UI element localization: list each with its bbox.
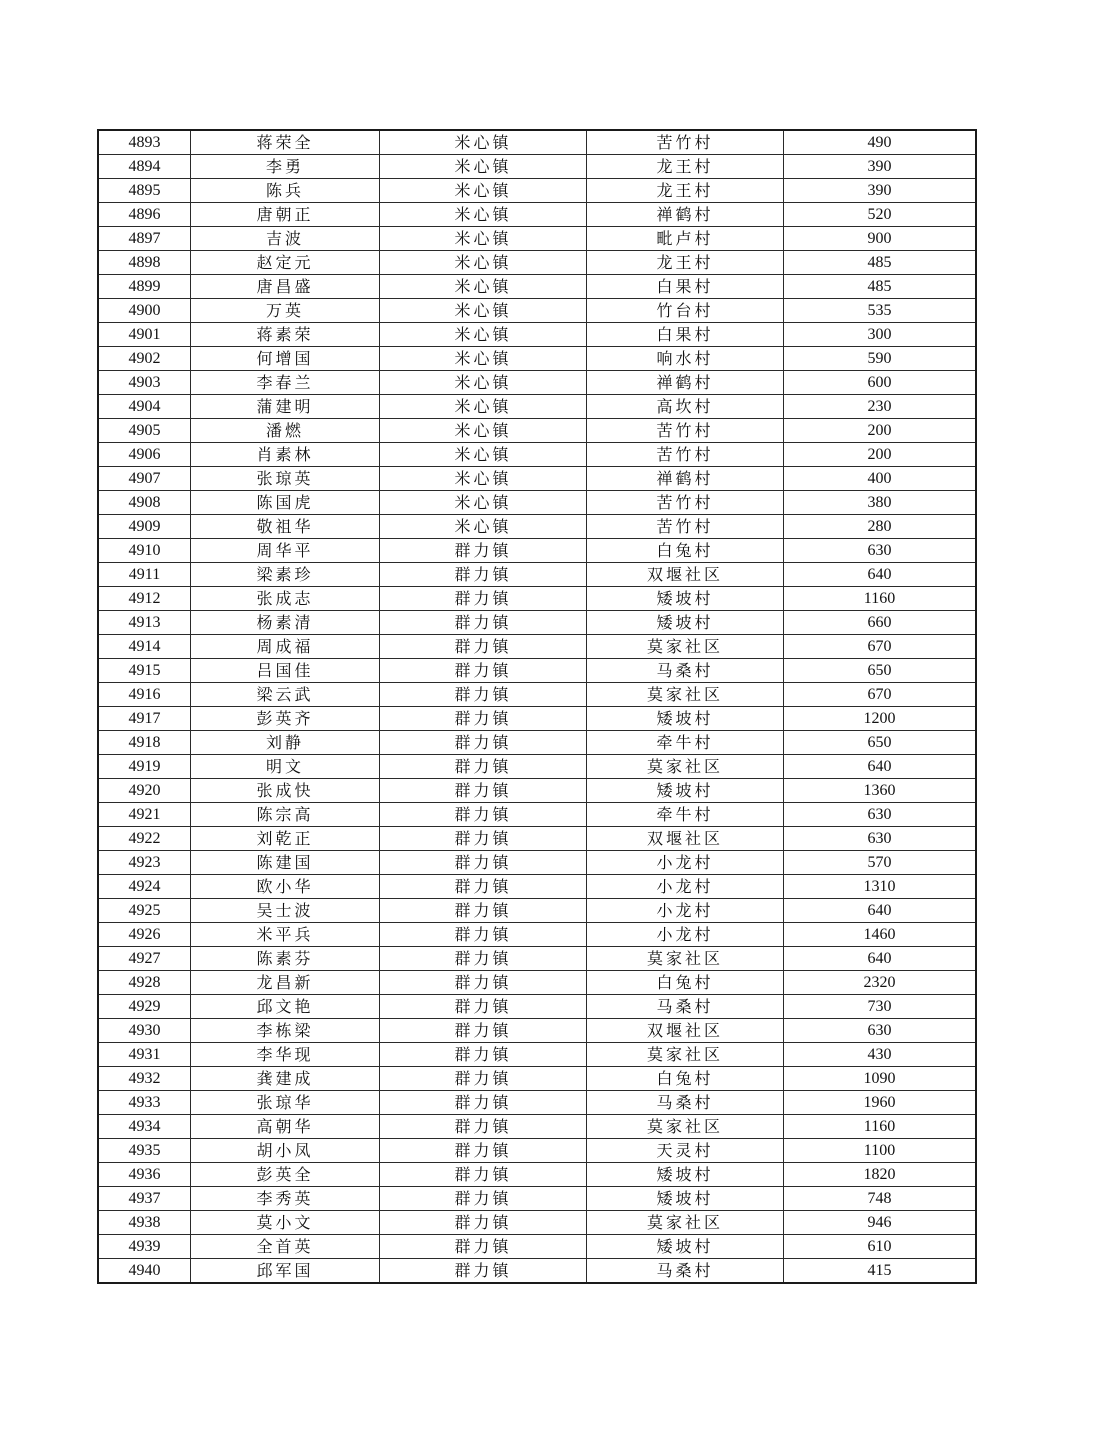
town-cell: 米心镇 — [380, 227, 587, 251]
amount-cell: 1460 — [784, 923, 977, 947]
row-number-cell: 4902 — [98, 347, 191, 371]
amount-cell: 535 — [784, 299, 977, 323]
village-cell: 苦竹村 — [587, 130, 784, 155]
name-cell: 邱文艳 — [191, 995, 380, 1019]
village-cell: 苦竹村 — [587, 443, 784, 467]
village-cell: 白果村 — [587, 323, 784, 347]
table-row — [98, 707, 976, 731]
name-cell: 敬祖华 — [191, 515, 380, 539]
amount-cell: 630 — [784, 1019, 977, 1043]
name-cell: 万英 — [191, 299, 380, 323]
table-row — [98, 539, 976, 563]
row-number-cell: 4925 — [98, 899, 191, 923]
table-row — [98, 899, 976, 923]
village-cell: 禅鹤村 — [587, 467, 784, 491]
village-cell: 马桑村 — [587, 659, 784, 683]
village-cell: 莫家社区 — [587, 635, 784, 659]
amount-cell: 1310 — [784, 875, 977, 899]
amount-cell: 300 — [784, 323, 977, 347]
amount-cell: 380 — [784, 491, 977, 515]
name-cell: 周华平 — [191, 539, 380, 563]
town-cell: 群力镇 — [380, 1067, 587, 1091]
table-row — [98, 323, 976, 347]
table-row — [98, 275, 976, 299]
table-row — [98, 130, 976, 155]
name-cell: 何增国 — [191, 347, 380, 371]
table-row — [98, 923, 976, 947]
amount-cell: 230 — [784, 395, 977, 419]
row-number-cell: 4924 — [98, 875, 191, 899]
village-cell: 小龙村 — [587, 899, 784, 923]
amount-cell: 590 — [784, 347, 977, 371]
town-cell: 群力镇 — [380, 683, 587, 707]
table-row — [98, 1211, 976, 1235]
row-number-cell: 4911 — [98, 563, 191, 587]
village-cell: 禅鹤村 — [587, 203, 784, 227]
row-number-cell: 4910 — [98, 539, 191, 563]
row-number-cell: 4926 — [98, 923, 191, 947]
town-cell: 米心镇 — [380, 203, 587, 227]
name-cell: 刘乾正 — [191, 827, 380, 851]
amount-cell: 946 — [784, 1211, 977, 1235]
amount-cell: 640 — [784, 947, 977, 971]
table-row — [98, 635, 976, 659]
town-cell: 群力镇 — [380, 779, 587, 803]
amount-cell: 748 — [784, 1187, 977, 1211]
table-row — [98, 947, 976, 971]
town-cell: 米心镇 — [380, 419, 587, 443]
town-cell: 群力镇 — [380, 1235, 587, 1259]
village-cell: 莫家社区 — [587, 1115, 784, 1139]
village-cell: 白兔村 — [587, 971, 784, 995]
name-cell: 李秀英 — [191, 1187, 380, 1211]
table-row — [98, 563, 976, 587]
name-cell: 龚建成 — [191, 1067, 380, 1091]
name-cell: 陈建国 — [191, 851, 380, 875]
table-row — [98, 1043, 976, 1067]
row-number-cell: 4939 — [98, 1235, 191, 1259]
name-cell: 全首英 — [191, 1235, 380, 1259]
name-cell: 吕国佳 — [191, 659, 380, 683]
amount-cell: 390 — [784, 155, 977, 179]
row-number-cell: 4900 — [98, 299, 191, 323]
amount-cell: 2320 — [784, 971, 977, 995]
table-row — [98, 755, 976, 779]
table-row — [98, 395, 976, 419]
row-number-cell: 4917 — [98, 707, 191, 731]
town-cell: 群力镇 — [380, 851, 587, 875]
row-number-cell: 4908 — [98, 491, 191, 515]
town-cell: 群力镇 — [380, 827, 587, 851]
name-cell: 明文 — [191, 755, 380, 779]
name-cell: 潘燃 — [191, 419, 380, 443]
table-row — [98, 1019, 976, 1043]
table-row — [98, 683, 976, 707]
village-cell: 龙王村 — [587, 179, 784, 203]
village-cell: 禅鹤村 — [587, 371, 784, 395]
village-cell: 牵牛村 — [587, 803, 784, 827]
amount-cell: 485 — [784, 275, 977, 299]
village-cell: 牵牛村 — [587, 731, 784, 755]
table-row — [98, 1067, 976, 1091]
town-cell: 群力镇 — [380, 563, 587, 587]
row-number-cell: 4928 — [98, 971, 191, 995]
name-cell: 梁素珍 — [191, 563, 380, 587]
name-cell: 彭英全 — [191, 1163, 380, 1187]
name-cell: 张成快 — [191, 779, 380, 803]
town-cell: 米心镇 — [380, 443, 587, 467]
row-number-cell: 4899 — [98, 275, 191, 299]
village-cell: 小龙村 — [587, 851, 784, 875]
table-row — [98, 443, 976, 467]
town-cell: 群力镇 — [380, 923, 587, 947]
row-number-cell: 4912 — [98, 587, 191, 611]
town-cell: 群力镇 — [380, 971, 587, 995]
amount-cell: 490 — [784, 130, 977, 155]
town-cell: 群力镇 — [380, 1163, 587, 1187]
name-cell: 李华现 — [191, 1043, 380, 1067]
name-cell: 李栋梁 — [191, 1019, 380, 1043]
row-number-cell: 4933 — [98, 1091, 191, 1115]
village-cell: 天灵村 — [587, 1139, 784, 1163]
row-number-cell: 4904 — [98, 395, 191, 419]
town-cell: 米心镇 — [380, 395, 587, 419]
table-row — [98, 227, 976, 251]
village-cell: 白兔村 — [587, 1067, 784, 1091]
village-cell: 白果村 — [587, 275, 784, 299]
amount-cell: 630 — [784, 827, 977, 851]
town-cell: 群力镇 — [380, 707, 587, 731]
table-row — [98, 875, 976, 899]
town-cell: 群力镇 — [380, 587, 587, 611]
village-cell: 毗卢村 — [587, 227, 784, 251]
town-cell: 米心镇 — [380, 299, 587, 323]
town-cell: 米心镇 — [380, 491, 587, 515]
town-cell: 群力镇 — [380, 899, 587, 923]
village-cell: 马桑村 — [587, 995, 784, 1019]
name-cell: 陈素芬 — [191, 947, 380, 971]
town-cell: 米心镇 — [380, 130, 587, 155]
amount-cell: 630 — [784, 539, 977, 563]
name-cell: 米平兵 — [191, 923, 380, 947]
town-cell: 群力镇 — [380, 731, 587, 755]
roster-table — [97, 129, 977, 1284]
village-cell: 苦竹村 — [587, 419, 784, 443]
table-row — [98, 1187, 976, 1211]
name-cell: 陈兵 — [191, 179, 380, 203]
village-cell: 白兔村 — [587, 539, 784, 563]
name-cell: 蒲建明 — [191, 395, 380, 419]
village-cell: 莫家社区 — [587, 755, 784, 779]
row-number-cell: 4895 — [98, 179, 191, 203]
amount-cell: 1160 — [784, 587, 977, 611]
row-number-cell: 4918 — [98, 731, 191, 755]
table-row — [98, 515, 976, 539]
table-row — [98, 155, 976, 179]
name-cell: 吴士波 — [191, 899, 380, 923]
village-cell: 矮坡村 — [587, 1187, 784, 1211]
town-cell: 群力镇 — [380, 1187, 587, 1211]
row-number-cell: 4919 — [98, 755, 191, 779]
name-cell: 莫小文 — [191, 1211, 380, 1235]
town-cell: 米心镇 — [380, 323, 587, 347]
row-number-cell: 4937 — [98, 1187, 191, 1211]
row-number-cell: 4897 — [98, 227, 191, 251]
table-row — [98, 803, 976, 827]
village-cell: 小龙村 — [587, 923, 784, 947]
row-number-cell: 4921 — [98, 803, 191, 827]
row-number-cell: 4936 — [98, 1163, 191, 1187]
town-cell: 群力镇 — [380, 659, 587, 683]
row-number-cell: 4906 — [98, 443, 191, 467]
village-cell: 莫家社区 — [587, 1211, 784, 1235]
village-cell: 双堰社区 — [587, 563, 784, 587]
village-cell: 矮坡村 — [587, 587, 784, 611]
amount-cell: 200 — [784, 419, 977, 443]
row-number-cell: 4893 — [98, 130, 191, 155]
row-number-cell: 4903 — [98, 371, 191, 395]
row-number-cell: 4922 — [98, 827, 191, 851]
row-number-cell: 4920 — [98, 779, 191, 803]
town-cell: 米心镇 — [380, 371, 587, 395]
amount-cell: 570 — [784, 851, 977, 875]
table-row — [98, 179, 976, 203]
table-row — [98, 851, 976, 875]
name-cell: 张琼英 — [191, 467, 380, 491]
row-number-cell: 4932 — [98, 1067, 191, 1091]
amount-cell: 670 — [784, 635, 977, 659]
village-cell: 高坎村 — [587, 395, 784, 419]
name-cell: 陈国虎 — [191, 491, 380, 515]
town-cell: 群力镇 — [380, 539, 587, 563]
amount-cell: 670 — [784, 683, 977, 707]
name-cell: 欧小华 — [191, 875, 380, 899]
table-row — [98, 995, 976, 1019]
amount-cell: 610 — [784, 1235, 977, 1259]
amount-cell: 1200 — [784, 707, 977, 731]
amount-cell: 640 — [784, 563, 977, 587]
table-row — [98, 347, 976, 371]
town-cell: 群力镇 — [380, 1019, 587, 1043]
village-cell: 马桑村 — [587, 1259, 784, 1284]
amount-cell: 280 — [784, 515, 977, 539]
table-row — [98, 1163, 976, 1187]
table-row — [98, 299, 976, 323]
amount-cell: 640 — [784, 755, 977, 779]
table-row — [98, 587, 976, 611]
amount-cell: 650 — [784, 659, 977, 683]
town-cell: 群力镇 — [380, 635, 587, 659]
name-cell: 李勇 — [191, 155, 380, 179]
town-cell: 群力镇 — [380, 995, 587, 1019]
name-cell: 高朝华 — [191, 1115, 380, 1139]
town-cell: 群力镇 — [380, 1043, 587, 1067]
amount-cell: 730 — [784, 995, 977, 1019]
village-cell: 莫家社区 — [587, 683, 784, 707]
town-cell: 米心镇 — [380, 515, 587, 539]
amount-cell: 650 — [784, 731, 977, 755]
amount-cell: 1960 — [784, 1091, 977, 1115]
table-row — [98, 827, 976, 851]
table-row — [98, 203, 976, 227]
row-number-cell: 4915 — [98, 659, 191, 683]
row-number-cell: 4907 — [98, 467, 191, 491]
amount-cell: 1100 — [784, 1139, 977, 1163]
table-row — [98, 731, 976, 755]
name-cell: 胡小凤 — [191, 1139, 380, 1163]
table-row — [98, 1235, 976, 1259]
village-cell: 龙王村 — [587, 251, 784, 275]
amount-cell: 485 — [784, 251, 977, 275]
row-number-cell: 4894 — [98, 155, 191, 179]
row-number-cell: 4914 — [98, 635, 191, 659]
town-cell: 群力镇 — [380, 803, 587, 827]
table-row — [98, 779, 976, 803]
name-cell: 龙昌新 — [191, 971, 380, 995]
table-row — [98, 1091, 976, 1115]
row-number-cell: 4930 — [98, 1019, 191, 1043]
table-row — [98, 611, 976, 635]
amount-cell: 1820 — [784, 1163, 977, 1187]
village-cell: 矮坡村 — [587, 779, 784, 803]
town-cell: 群力镇 — [380, 1139, 587, 1163]
row-number-cell: 4923 — [98, 851, 191, 875]
village-cell: 矮坡村 — [587, 611, 784, 635]
table-row — [98, 1139, 976, 1163]
amount-cell: 400 — [784, 467, 977, 491]
town-cell: 米心镇 — [380, 155, 587, 179]
table-row — [98, 971, 976, 995]
village-cell: 莫家社区 — [587, 1043, 784, 1067]
table-row — [98, 251, 976, 275]
name-cell: 陈宗高 — [191, 803, 380, 827]
amount-cell: 520 — [784, 203, 977, 227]
table-row — [98, 467, 976, 491]
name-cell: 蒋荣全 — [191, 130, 380, 155]
name-cell: 杨素清 — [191, 611, 380, 635]
row-number-cell: 4927 — [98, 947, 191, 971]
roster-table-body — [98, 130, 976, 1283]
village-cell: 莫家社区 — [587, 947, 784, 971]
town-cell: 群力镇 — [380, 1115, 587, 1139]
town-cell: 米心镇 — [380, 467, 587, 491]
town-cell: 群力镇 — [380, 755, 587, 779]
row-number-cell: 4909 — [98, 515, 191, 539]
amount-cell: 1090 — [784, 1067, 977, 1091]
name-cell: 张琼华 — [191, 1091, 380, 1115]
amount-cell: 640 — [784, 899, 977, 923]
row-number-cell: 4901 — [98, 323, 191, 347]
row-number-cell: 4905 — [98, 419, 191, 443]
town-cell: 群力镇 — [380, 1091, 587, 1115]
village-cell: 矮坡村 — [587, 707, 784, 731]
village-cell: 马桑村 — [587, 1091, 784, 1115]
village-cell: 双堰社区 — [587, 827, 784, 851]
amount-cell: 390 — [784, 179, 977, 203]
name-cell: 赵定元 — [191, 251, 380, 275]
table-row — [98, 419, 976, 443]
amount-cell: 430 — [784, 1043, 977, 1067]
village-cell: 苦竹村 — [587, 515, 784, 539]
village-cell: 双堰社区 — [587, 1019, 784, 1043]
amount-cell: 200 — [784, 443, 977, 467]
name-cell: 邱军国 — [191, 1259, 380, 1284]
village-cell: 龙王村 — [587, 155, 784, 179]
amount-cell: 415 — [784, 1259, 977, 1284]
name-cell: 唐昌盛 — [191, 275, 380, 299]
town-cell: 米心镇 — [380, 275, 587, 299]
town-cell: 群力镇 — [380, 875, 587, 899]
town-cell: 群力镇 — [380, 1259, 587, 1284]
table-row — [98, 1259, 976, 1284]
town-cell: 米心镇 — [380, 179, 587, 203]
name-cell: 彭英齐 — [191, 707, 380, 731]
row-number-cell: 4913 — [98, 611, 191, 635]
village-cell: 矮坡村 — [587, 1163, 784, 1187]
table-row — [98, 659, 976, 683]
town-cell: 群力镇 — [380, 1211, 587, 1235]
name-cell: 张成志 — [191, 587, 380, 611]
row-number-cell: 4931 — [98, 1043, 191, 1067]
row-number-cell: 4934 — [98, 1115, 191, 1139]
amount-cell: 1360 — [784, 779, 977, 803]
name-cell: 蒋素荣 — [191, 323, 380, 347]
amount-cell: 1160 — [784, 1115, 977, 1139]
village-cell: 竹台村 — [587, 299, 784, 323]
town-cell: 米心镇 — [380, 347, 587, 371]
name-cell: 李春兰 — [191, 371, 380, 395]
row-number-cell: 4898 — [98, 251, 191, 275]
name-cell: 周成福 — [191, 635, 380, 659]
table-row — [98, 491, 976, 515]
row-number-cell: 4916 — [98, 683, 191, 707]
row-number-cell: 4935 — [98, 1139, 191, 1163]
amount-cell: 630 — [784, 803, 977, 827]
village-cell: 响水村 — [587, 347, 784, 371]
row-number-cell: 4929 — [98, 995, 191, 1019]
name-cell: 吉波 — [191, 227, 380, 251]
town-cell: 群力镇 — [380, 947, 587, 971]
table-row — [98, 371, 976, 395]
amount-cell: 660 — [784, 611, 977, 635]
village-cell: 苦竹村 — [587, 491, 784, 515]
village-cell: 小龙村 — [587, 875, 784, 899]
town-cell: 群力镇 — [380, 611, 587, 635]
row-number-cell: 4940 — [98, 1259, 191, 1284]
name-cell: 梁云武 — [191, 683, 380, 707]
village-cell: 矮坡村 — [587, 1235, 784, 1259]
amount-cell: 600 — [784, 371, 977, 395]
name-cell: 肖素林 — [191, 443, 380, 467]
amount-cell: 900 — [784, 227, 977, 251]
table-row — [98, 1115, 976, 1139]
row-number-cell: 4896 — [98, 203, 191, 227]
name-cell: 唐朝正 — [191, 203, 380, 227]
town-cell: 米心镇 — [380, 251, 587, 275]
name-cell: 刘静 — [191, 731, 380, 755]
row-number-cell: 4938 — [98, 1211, 191, 1235]
